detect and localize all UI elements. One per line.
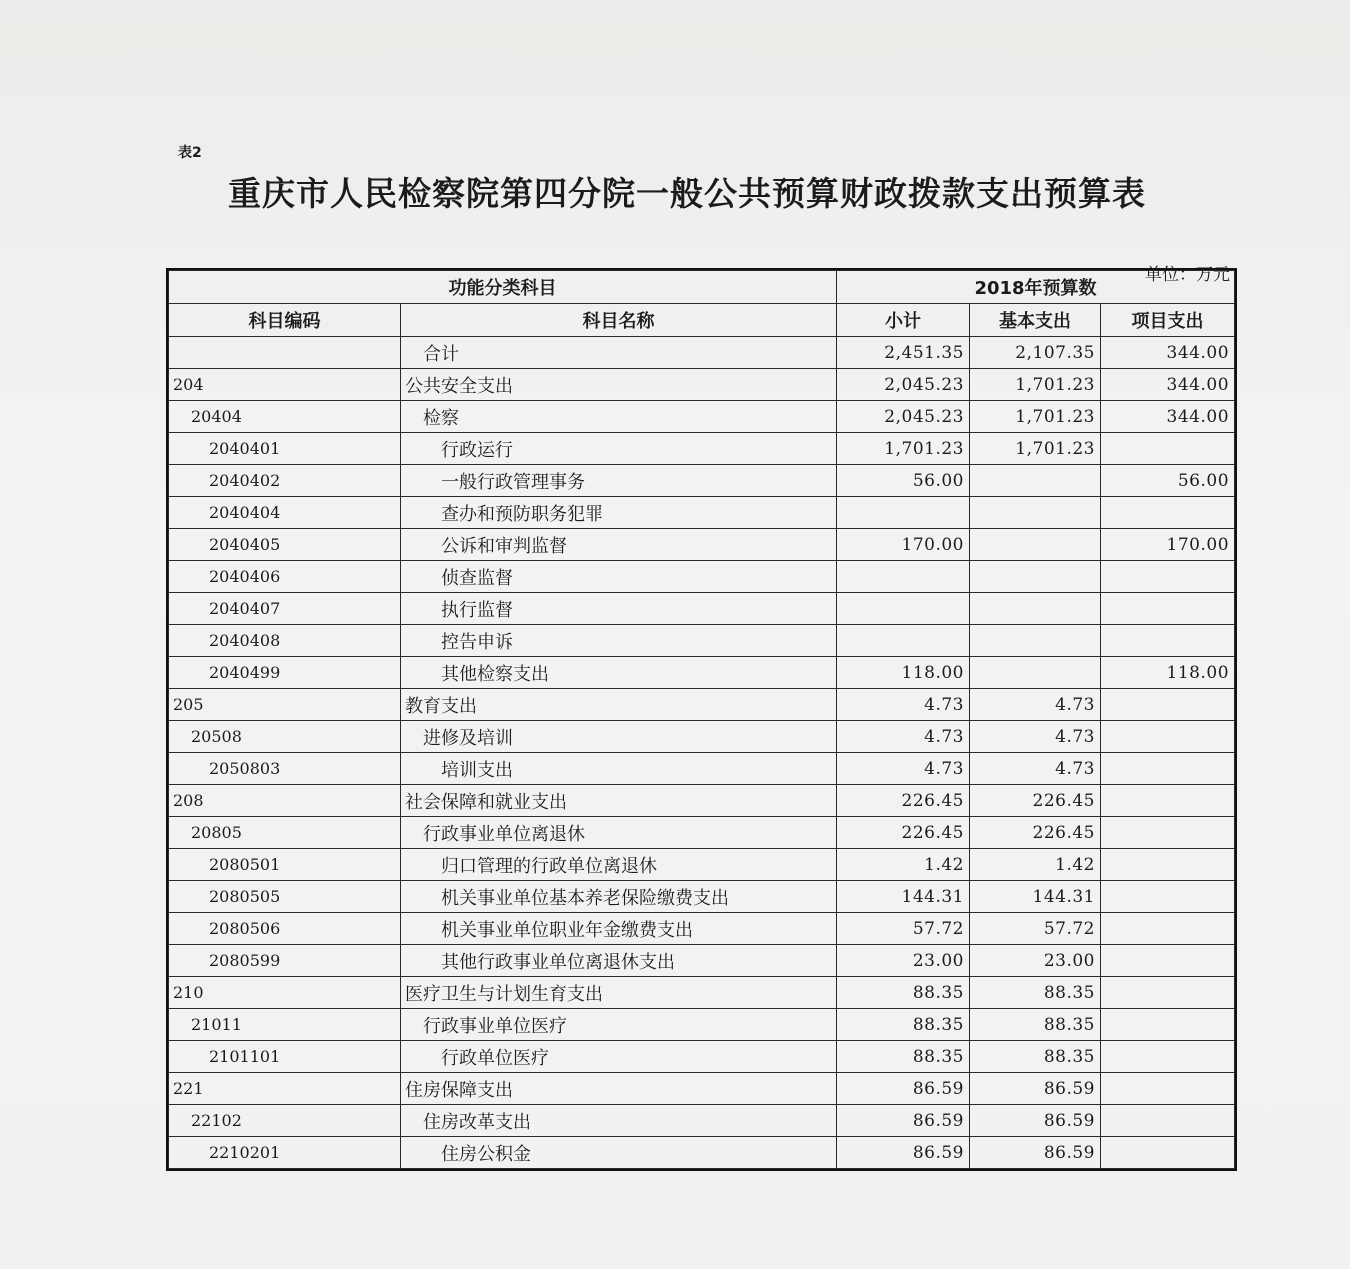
cell-subtotal: 170.00 (837, 529, 970, 561)
cell-project: 118.00 (1101, 657, 1235, 689)
table-row (169, 337, 1235, 369)
cell-subtotal (837, 593, 970, 625)
table-number: 表2 (178, 145, 202, 161)
cell-code: 2080505 (169, 881, 401, 913)
cell-basic (970, 497, 1101, 529)
table-row (169, 753, 1235, 785)
header-basic: 基本支出 (970, 304, 1101, 337)
cell-basic: 2,107.35 (970, 337, 1101, 369)
header-budget-year: 2018年预算数 (837, 271, 1235, 304)
cell-name: 教育支出 (401, 689, 837, 721)
cell-basic (970, 625, 1101, 657)
table-row (169, 497, 1235, 529)
cell-subtotal: 56.00 (837, 465, 970, 497)
table-row (169, 1105, 1235, 1137)
cell-basic: 1.42 (970, 849, 1101, 881)
table-row (169, 977, 1235, 1009)
cell-subtotal: 144.31 (837, 881, 970, 913)
cell-subtotal: 2,045.23 (837, 369, 970, 401)
cell-subtotal: 86.59 (837, 1105, 970, 1137)
table-row (169, 689, 1235, 721)
cell-project (1101, 433, 1235, 465)
table-row (169, 849, 1235, 881)
cell-basic: 57.72 (970, 913, 1101, 945)
cell-basic: 86.59 (970, 1137, 1101, 1169)
cell-subtotal: 1,701.23 (837, 433, 970, 465)
table-row (169, 433, 1235, 465)
cell-code (169, 337, 401, 369)
cell-basic: 23.00 (970, 945, 1101, 977)
cell-code: 2040405 (169, 529, 401, 561)
cell-project (1101, 785, 1235, 817)
cell-code: 2040402 (169, 465, 401, 497)
cell-subtotal: 4.73 (837, 753, 970, 785)
cell-basic: 144.31 (970, 881, 1101, 913)
budget-table (168, 270, 1235, 1169)
cell-basic: 226.45 (970, 817, 1101, 849)
cell-name: 执行监督 (401, 593, 837, 625)
cell-project (1101, 1137, 1235, 1169)
cell-name: 其他检察支出 (401, 657, 837, 689)
header-name: 科目名称 (401, 304, 837, 337)
cell-name: 住房公积金 (401, 1137, 837, 1169)
cell-basic (970, 593, 1101, 625)
table-row (169, 1041, 1235, 1073)
cell-subtotal: 226.45 (837, 817, 970, 849)
cell-project (1101, 721, 1235, 753)
cell-code: 2040406 (169, 561, 401, 593)
cell-name: 医疗卫生与计划生育支出 (401, 977, 837, 1009)
cell-basic: 1,701.23 (970, 401, 1101, 433)
cell-name: 社会保障和就业支出 (401, 785, 837, 817)
table-body (169, 337, 1235, 1169)
cell-code: 2040401 (169, 433, 401, 465)
cell-name: 机关事业单位职业年金缴费支出 (401, 913, 837, 945)
cell-name: 行政运行 (401, 433, 837, 465)
cell-code: 2040499 (169, 657, 401, 689)
cell-project (1101, 1041, 1235, 1073)
cell-basic: 226.45 (970, 785, 1101, 817)
cell-basic (970, 657, 1101, 689)
cell-project (1101, 497, 1235, 529)
cell-name: 合计 (401, 337, 837, 369)
table-row (169, 913, 1235, 945)
cell-name: 归口管理的行政单位离退休 (401, 849, 837, 881)
cell-name: 公共安全支出 (401, 369, 837, 401)
table-row (169, 1073, 1235, 1105)
cell-subtotal: 88.35 (837, 1041, 970, 1073)
table-row (169, 1009, 1235, 1041)
cell-code: 208 (169, 785, 401, 817)
cell-basic: 88.35 (970, 1009, 1101, 1041)
table-row (169, 657, 1235, 689)
document-title: 重庆市人民检察院第四分院一般公共预算财政拨款支出预算表 (228, 174, 1146, 213)
table-row (169, 561, 1235, 593)
table-row (169, 369, 1235, 401)
table-row (169, 593, 1235, 625)
cell-name: 住房保障支出 (401, 1073, 837, 1105)
table-row (169, 625, 1235, 657)
cell-subtotal: 88.35 (837, 977, 970, 1009)
cell-subtotal: 86.59 (837, 1137, 970, 1169)
table-row (169, 529, 1235, 561)
cell-name: 行政事业单位离退休 (401, 817, 837, 849)
cell-project (1101, 1009, 1235, 1041)
cell-code: 22102 (169, 1105, 401, 1137)
cell-project (1101, 977, 1235, 1009)
header-subtotal: 小计 (837, 304, 970, 337)
cell-project (1101, 625, 1235, 657)
cell-basic: 4.73 (970, 689, 1101, 721)
cell-project: 56.00 (1101, 465, 1235, 497)
cell-basic: 1,701.23 (970, 369, 1101, 401)
cell-project (1101, 945, 1235, 977)
cell-subtotal (837, 497, 970, 529)
cell-project (1101, 817, 1235, 849)
cell-project (1101, 881, 1235, 913)
cell-subtotal: 2,045.23 (837, 401, 970, 433)
cell-project: 344.00 (1101, 369, 1235, 401)
table-row (169, 1137, 1235, 1169)
cell-project (1101, 1105, 1235, 1137)
cell-code: 2050803 (169, 753, 401, 785)
cell-name: 一般行政管理事务 (401, 465, 837, 497)
header-function-category: 功能分类科目 (169, 271, 837, 304)
table-row (169, 721, 1235, 753)
cell-code: 2080506 (169, 913, 401, 945)
cell-subtotal: 4.73 (837, 689, 970, 721)
cell-subtotal: 57.72 (837, 913, 970, 945)
cell-code: 21011 (169, 1009, 401, 1041)
cell-basic (970, 529, 1101, 561)
header-project: 项目支出 (1101, 304, 1235, 337)
cell-subtotal (837, 625, 970, 657)
cell-subtotal: 4.73 (837, 721, 970, 753)
cell-project: 344.00 (1101, 401, 1235, 433)
table-row (169, 817, 1235, 849)
cell-project (1101, 1073, 1235, 1105)
cell-code: 2040408 (169, 625, 401, 657)
cell-basic: 4.73 (970, 721, 1101, 753)
cell-subtotal: 118.00 (837, 657, 970, 689)
cell-code: 2080599 (169, 945, 401, 977)
cell-basic: 4.73 (970, 753, 1101, 785)
cell-basic (970, 465, 1101, 497)
cell-code: 20805 (169, 817, 401, 849)
cell-code: 20508 (169, 721, 401, 753)
cell-code: 221 (169, 1073, 401, 1105)
cell-name: 公诉和审判监督 (401, 529, 837, 561)
cell-subtotal: 1.42 (837, 849, 970, 881)
cell-code: 204 (169, 369, 401, 401)
cell-name: 住房改革支出 (401, 1105, 837, 1137)
cell-name: 行政事业单位医疗 (401, 1009, 837, 1041)
table-row (169, 785, 1235, 817)
table-row (169, 881, 1235, 913)
cell-basic: 86.59 (970, 1073, 1101, 1105)
cell-project (1101, 753, 1235, 785)
cell-code: 2040407 (169, 593, 401, 625)
cell-project: 170.00 (1101, 529, 1235, 561)
cell-basic: 88.35 (970, 1041, 1101, 1073)
header-code: 科目编码 (169, 304, 401, 337)
cell-name: 机关事业单位基本养老保险缴费支出 (401, 881, 837, 913)
cell-code: 2040404 (169, 497, 401, 529)
unit-label: 单位：万元 (1145, 265, 1230, 285)
cell-code: 2101101 (169, 1041, 401, 1073)
cell-code: 2080501 (169, 849, 401, 881)
cell-name: 查办和预防职务犯罪 (401, 497, 837, 529)
table-row (169, 465, 1235, 497)
cell-name: 其他行政事业单位离退休支出 (401, 945, 837, 977)
cell-project (1101, 561, 1235, 593)
table-row (169, 945, 1235, 977)
cell-subtotal: 226.45 (837, 785, 970, 817)
cell-code: 20404 (169, 401, 401, 433)
cell-project (1101, 689, 1235, 721)
cell-subtotal: 86.59 (837, 1073, 970, 1105)
cell-project (1101, 593, 1235, 625)
cell-subtotal: 2,451.35 (837, 337, 970, 369)
cell-basic: 86.59 (970, 1105, 1101, 1137)
cell-name: 行政单位医疗 (401, 1041, 837, 1073)
cell-project (1101, 849, 1235, 881)
cell-name: 培训支出 (401, 753, 837, 785)
cell-project: 344.00 (1101, 337, 1235, 369)
cell-name: 检察 (401, 401, 837, 433)
cell-name: 侦查监督 (401, 561, 837, 593)
cell-code: 2210201 (169, 1137, 401, 1169)
cell-code: 205 (169, 689, 401, 721)
cell-subtotal: 23.00 (837, 945, 970, 977)
cell-project (1101, 913, 1235, 945)
cell-name: 进修及培训 (401, 721, 837, 753)
cell-name: 控告申诉 (401, 625, 837, 657)
cell-subtotal (837, 561, 970, 593)
table-row (169, 401, 1235, 433)
cell-basic: 1,701.23 (970, 433, 1101, 465)
cell-subtotal: 88.35 (837, 1009, 970, 1041)
cell-basic (970, 561, 1101, 593)
cell-basic: 88.35 (970, 977, 1101, 1009)
cell-code: 210 (169, 977, 401, 1009)
